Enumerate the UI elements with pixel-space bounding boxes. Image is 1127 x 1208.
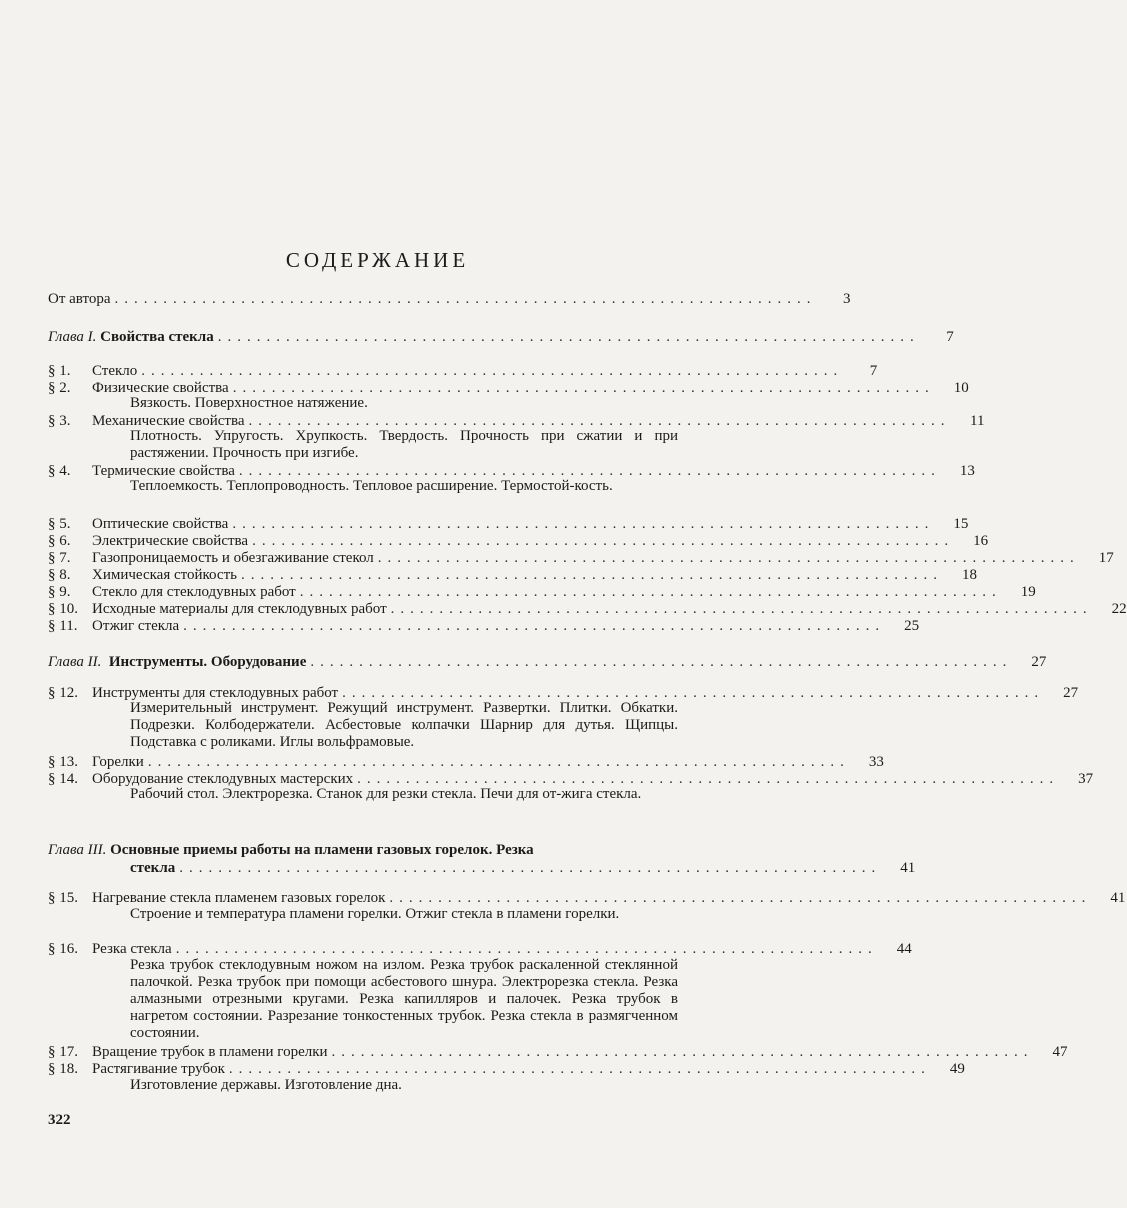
entry-text: От автора (48, 291, 111, 307)
entry-subtopics: Плотность. Упругость. Хрупкость. Твердость. Прочность при сжатии и при растяжении. Прочность при изгибе. (130, 428, 678, 461)
chapter-label: Глава II. (48, 654, 102, 670)
toc-entry-s17[interactable] (48, 1043, 1068, 1061)
entry-subtopics: Изготовление державы. Изготовление дна. (130, 1077, 402, 1093)
leader-dots: ........................................................................ (238, 463, 941, 479)
entry-page: 18 (961, 567, 977, 583)
entry-page: 41 (900, 860, 916, 876)
chapter-label: Глава III. (48, 842, 107, 858)
leader-dots: ........................................................................ (357, 771, 1060, 787)
toc-entry-s8[interactable] (48, 566, 977, 584)
leader-dots: ........................................................................ (299, 584, 1002, 600)
entry-page: 44 (896, 941, 912, 957)
page-number: 322 (48, 1112, 71, 1128)
section-number: § 5. (48, 516, 71, 532)
chapter-label: Глава I. (48, 329, 97, 345)
entry-text: Термические свойства (92, 463, 235, 479)
entry-text: Горелки (92, 754, 144, 770)
page-title: СОДЕРЖАНИЕ (285, 248, 470, 272)
entry-page: 10 (953, 380, 969, 396)
leader-dots: ........................................................................ (331, 1044, 1034, 1060)
toc-entry-s13[interactable] (48, 753, 884, 771)
entry-page: 47 (1052, 1044, 1068, 1060)
toc-entry-s10[interactable] (48, 600, 1127, 618)
leader-dots: ........................................................................ (114, 291, 817, 307)
entry-page: 27 (1031, 654, 1047, 670)
toc-chapter-3[interactable] (48, 842, 678, 859)
entry-page: 19 (1020, 584, 1036, 600)
section-number: § 4. (48, 463, 71, 479)
entry-subtopics: Теплоемкость. Теплопроводность. Тепловое расширение. Термостой-кость. (130, 478, 613, 494)
section-number: § 1. (48, 363, 71, 379)
section-number: § 6. (48, 533, 71, 549)
entry-text: Растягивание трубок (92, 1061, 225, 1077)
entry-text: Оборудование стеклодувных мастерских (92, 771, 354, 787)
section-number: § 12. (48, 685, 78, 701)
toc-entry-s6[interactable] (48, 532, 989, 550)
leader-dots: ........................................................................ (147, 754, 850, 770)
entry-text: Стекло для стеклодувных работ (92, 584, 296, 600)
section-number: § 8. (48, 567, 71, 583)
leader-dots: ........................................................................ (179, 860, 882, 876)
leader-dots: ........................................................................ (183, 618, 886, 634)
toc-entry-s5[interactable] (48, 515, 969, 533)
entry-text: Отжиг стекла (92, 618, 180, 634)
section-number: § 7. (48, 550, 71, 566)
section-number: § 11. (48, 618, 78, 634)
toc-entry-s15[interactable] (48, 889, 1126, 907)
leader-dots: ........................................................................ (377, 550, 1080, 566)
entry-text: Резка стекла (92, 941, 172, 957)
section-number: § 13. (48, 754, 78, 770)
toc-entry-s7[interactable] (48, 549, 1114, 567)
entry-page: 11 (970, 413, 985, 429)
entry-page: 16 (973, 533, 989, 549)
leader-dots: ........................................................................ (342, 685, 1045, 701)
leader-dots: ........................................................................ (248, 413, 951, 429)
leader-dots: ........................................................................ (310, 654, 1013, 670)
section-number: § 17. (48, 1044, 78, 1060)
toc-entry-s11[interactable] (48, 617, 920, 635)
entry-text: Вращение трубок в пламени горелки (92, 1044, 328, 1060)
entry-page: 27 (1063, 685, 1079, 701)
section-number: § 18. (48, 1061, 78, 1077)
entry-text: Газопроницаемость и обезгаживание стекол (92, 550, 374, 566)
entry-page: 37 (1078, 771, 1094, 787)
entry-subtopics: Измерительный инструмент. Режущий инструмент. Развертки. Плитки. Обкатки. Подрезки. Колбодержатели. Асбестовые колпачки Шарнир для дутья. Щипцы. Подставка с роликами. Иглы вольфрамовые. (130, 700, 678, 750)
entry-page: 49 (949, 1061, 965, 1077)
entry-subtopics: Резка трубок стеклодувным ножом на излом. Резка трубок раскаленной стеклянной палочкой. Резка трубок при помощи асбестового шнура. Электрорезка стекла. Резка алмазными отрезными кругами. Резка капилляров и палочек. Резка трубок в нагретом состоянии. Разрезание тонкостенных трубок. Резка стекла в размягченном состоянии. (130, 957, 678, 1041)
leader-dots: ........................................................................ (252, 533, 955, 549)
entry-subtopics: Вязкость. Поверхностное натяжение. (130, 395, 368, 411)
toc-entry-s16[interactable] (48, 940, 912, 958)
entry-page: 33 (868, 754, 884, 770)
entry-text: Инструменты для стеклодувных работ (92, 685, 339, 701)
entry-page: 15 (953, 516, 969, 532)
toc-page (48, 0, 1127, 1208)
leader-dots: ........................................................................ (217, 329, 920, 345)
leader-dots: ........................................................................ (175, 941, 878, 957)
chapter-title: Свойства стекла (100, 329, 214, 345)
entry-text: Стекло (92, 363, 138, 379)
entry-text: Исходные материалы для стеклодувных работ (92, 601, 387, 617)
toc-chapter-2[interactable] (48, 653, 1047, 671)
entry-subtopics: Рабочий стол. Электрорезка. Станок для резки стекла. Печи для от-жига стекла. (130, 786, 642, 802)
entry-page: 22 (1111, 601, 1127, 617)
section-number: § 2. (48, 380, 71, 396)
section-number: § 10. (48, 601, 78, 617)
toc-entry-s9[interactable] (48, 583, 1036, 601)
section-number: § 15. (48, 890, 78, 906)
entry-text: Оптические свойства (92, 516, 229, 532)
leader-dots: ........................................................................ (390, 601, 1093, 617)
section-number: § 16. (48, 941, 78, 957)
chapter-title-line2: стекла (130, 860, 176, 876)
section-number: § 9. (48, 584, 71, 600)
entry-page: 7 (946, 329, 954, 345)
toc-chapter-3-cont[interactable] (130, 859, 916, 877)
toc-entry-s1[interactable] (48, 362, 878, 380)
entry-text: Механические свойства (92, 413, 245, 429)
entry-text: Химическая стойкость (92, 567, 237, 583)
leader-dots: ........................................................................ (228, 1061, 931, 1077)
leader-dots: ........................................................................ (389, 890, 1092, 906)
toc-chapter-1[interactable] (48, 328, 954, 346)
toc-entry-s18[interactable] (48, 1060, 965, 1078)
entry-text: Нагревание стекла пламенем газовых горелок (92, 890, 386, 906)
entry-subtopics: Строение и температура пламени горелки. Отжиг стекла в пламени горелки. (130, 906, 620, 922)
entry-text: Физические свойства (92, 380, 229, 396)
entry-page: 17 (1098, 550, 1114, 566)
leader-dots: ........................................................................ (232, 380, 935, 396)
entry-page: 25 (904, 618, 920, 634)
chapter-title: Инструменты. Оборудование (108, 654, 307, 670)
entry-text: Электрические свойства (92, 533, 249, 549)
toc-entry-foreword[interactable] (48, 290, 851, 308)
section-number: § 14. (48, 771, 78, 787)
entry-page: 13 (959, 463, 975, 479)
entry-page: 41 (1110, 890, 1126, 906)
chapter-title-line1: Основные приемы работы на пламени газовых горелок. Резка (110, 842, 534, 858)
leader-dots: ........................................................................ (232, 516, 935, 532)
leader-dots: ........................................................................ (141, 363, 844, 379)
entry-page: 7 (869, 363, 878, 379)
entry-page: 3 (843, 291, 851, 307)
section-number: § 3. (48, 413, 71, 429)
leader-dots: ........................................................................ (240, 567, 943, 583)
